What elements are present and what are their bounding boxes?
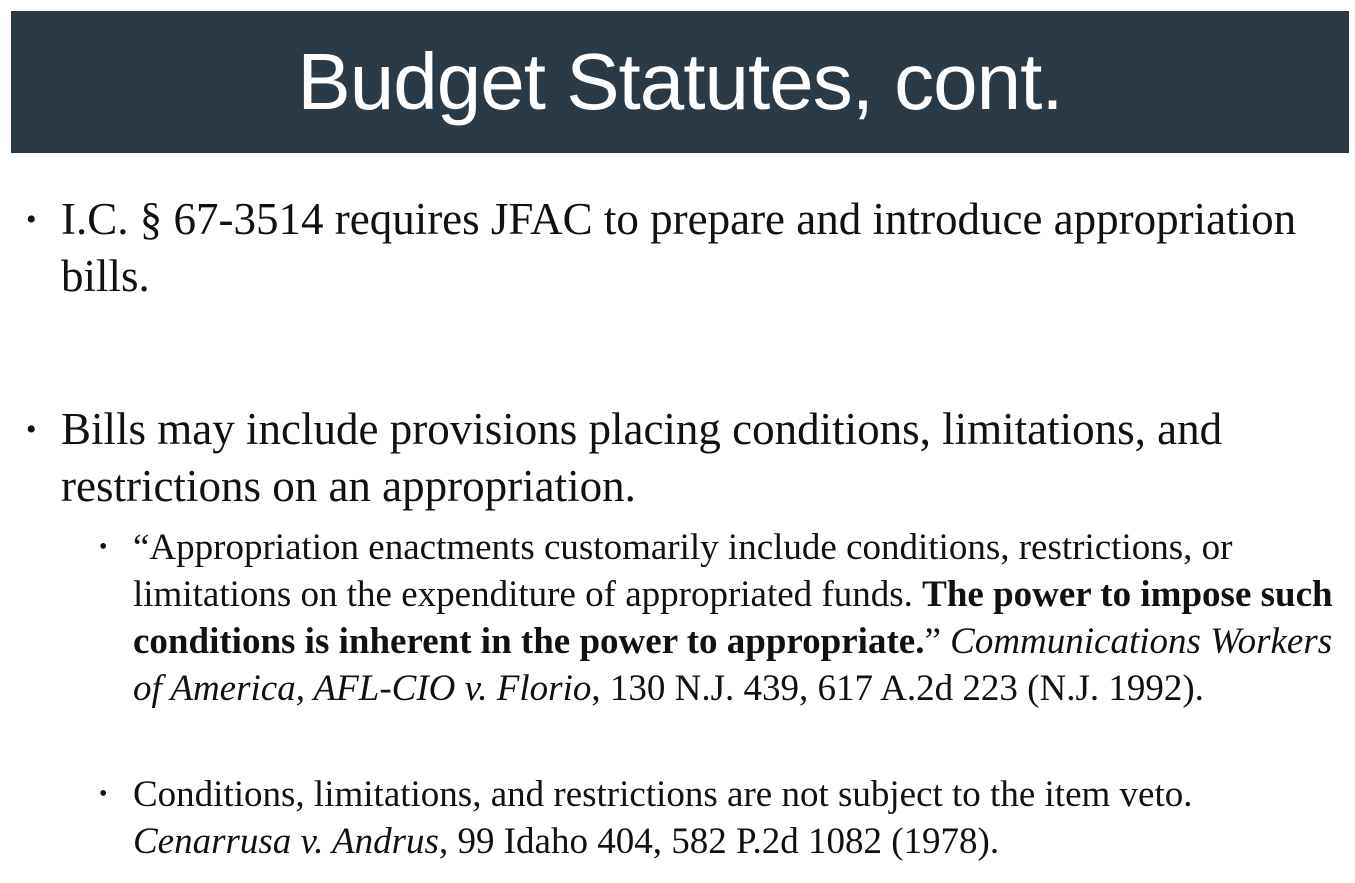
bullet-dot-icon: • — [99, 534, 108, 560]
case-name: Communications Workers of America, AFL-CIO v. Florio — [133, 621, 1333, 709]
sub-bullet-text: Conditions, limitations, and restrictions are not subject to the item veto. — [133, 774, 1193, 815]
bullet-item — [26, 401, 1336, 515]
case-name: Cenarrusa v. Andrus — [133, 821, 439, 862]
bullet-text: I.C. § 67-3514 requires JFAC to prepare and introduce appropriation bills. — [61, 194, 1297, 301]
sub-bullet-item — [99, 524, 1343, 712]
case-citation: , 99 Idaho 404, 582 P.2d 1082 (1978). — [438, 821, 1000, 862]
bullet-dot-icon: • — [26, 203, 37, 236]
bullet-text: Bills may include provisions placing conditions, limitations, and restrictions on an appropriation. — [61, 404, 1223, 511]
bullet-item — [26, 191, 1336, 305]
quote-bold-text: The power to impose such conditions is inherent in the power to appropriate. — [133, 574, 1333, 662]
bullet-dot-icon: • — [26, 413, 37, 446]
slide-title: Budget Statutes, cont. — [297, 37, 1063, 126]
quote-text: “Appropriation enactments customarily include conditions, restrictions, or limitations on the expenditure of appropriated funds. — [133, 527, 1233, 615]
bullet-dot-icon: • — [99, 781, 108, 807]
quote-close: ” — [924, 621, 951, 662]
case-citation: , 130 N.J. 439, 617 A.2d 223 (N.J. 1992). — [591, 668, 1204, 709]
sub-bullet-item — [99, 771, 1343, 865]
